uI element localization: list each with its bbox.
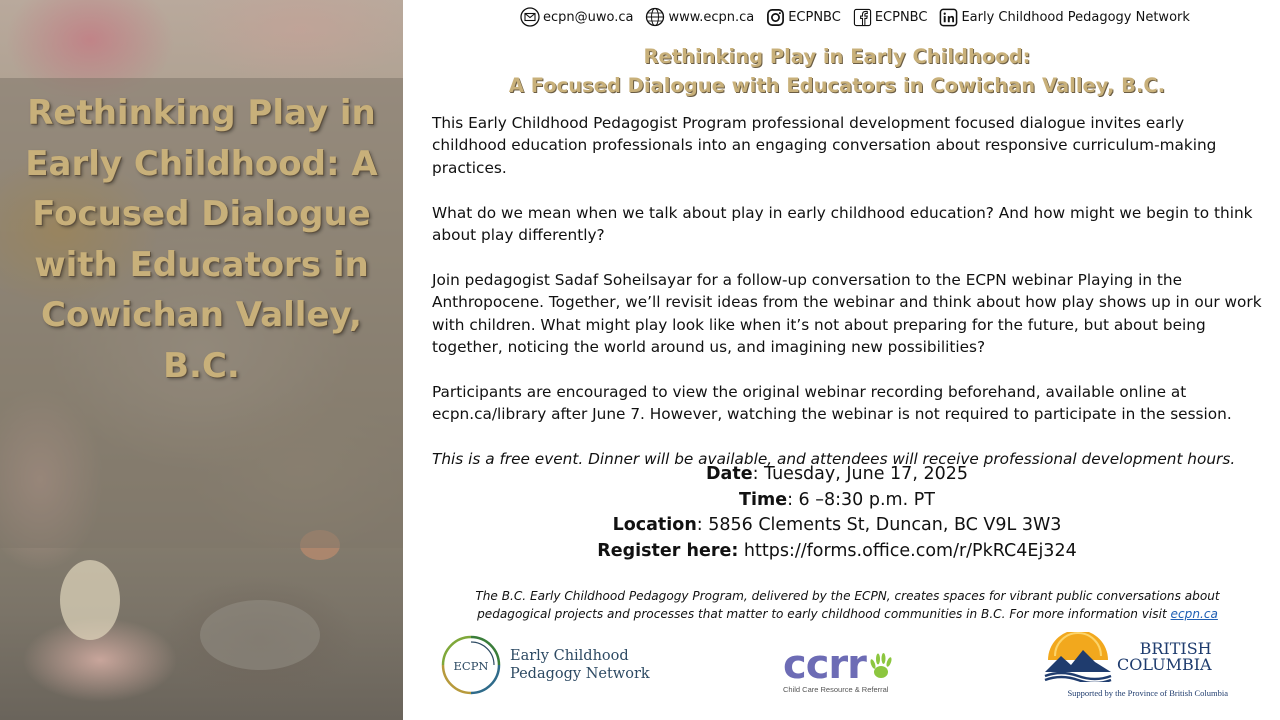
ecpn-line-1: Early Childhood xyxy=(510,648,629,664)
paragraph-join: Join pedagogist Sadaf Soheilsayar for a follow-up conversation to the ECPN webinar Playing in the Anthropocene. Together, we’ll revisit ideas from the webinar and think about how play shows up in our work with children. What might play look like when it’s not about preparing for the future, but about being together, noticing the world around us, and imagining new possibilities? xyxy=(432,270,1262,357)
globe-icon xyxy=(645,7,665,27)
bc-logo xyxy=(1043,632,1228,698)
paragraph-question: What do we mean when we talk about play in early childhood education? And how might we begin to think about play differently? xyxy=(432,203,1253,245)
photo-stone xyxy=(60,560,120,640)
bc-line-1: BRITISH xyxy=(1139,639,1212,658)
bc-subtitle: Supported by the Province of British Columbia xyxy=(1067,688,1228,698)
instagram-icon xyxy=(766,8,785,27)
contact-linkedin[interactable] xyxy=(939,8,1189,27)
bc-line-2: COLUMBIA xyxy=(1117,655,1212,674)
ccrr-subtitle: Child Care Resource & Referral xyxy=(783,685,889,694)
email-text: ecpn@uwo.ca xyxy=(543,9,634,25)
photo-mud xyxy=(200,600,320,670)
bc-wordmark xyxy=(1117,641,1212,673)
contact-facebook[interactable] xyxy=(853,8,928,27)
bc-sun-mountains-icon xyxy=(1043,632,1113,682)
ecpn-wordmark xyxy=(510,647,650,683)
hand-icon xyxy=(868,652,894,682)
facebook-text: ECPNBC xyxy=(874,9,928,25)
footer-link[interactable]: ecpn.ca xyxy=(1170,607,1218,621)
paragraph-participants: Participants are encouraged to view the original webinar recording beforehand, available online at ecpn.ca/library after June 7. However, watching the webinar is not required to participate in the session. xyxy=(432,382,1232,424)
ccrr-logo xyxy=(783,642,894,694)
ecpn-line-2: Pedagogy Network xyxy=(510,666,650,682)
date-value: : Tuesday, June 17, 2025 xyxy=(752,464,968,484)
contact-email[interactable] xyxy=(520,7,633,27)
event-register xyxy=(432,539,1242,565)
linkedin-text: Early Childhood Pedagogy Network xyxy=(961,9,1190,25)
website-text: www.ecpn.ca xyxy=(668,9,755,25)
ccrr-wordmark: ccrr xyxy=(783,642,866,688)
paragraph-free-event: This is a free event. Dinner will be available, and attendees will receive professional development hours. xyxy=(432,450,1236,469)
facebook-icon xyxy=(853,8,872,27)
contact-instagram[interactable] xyxy=(766,8,841,27)
contact-bar xyxy=(520,6,1190,28)
ecpn-badge-text: ECPN xyxy=(453,659,489,673)
location-value: : 5856 Clements St, Duncan, BC V9L 3W3 xyxy=(696,515,1062,536)
linkedin-icon xyxy=(939,8,958,27)
email-icon xyxy=(520,7,540,27)
location-label: Location xyxy=(612,515,697,536)
event-location xyxy=(432,513,1242,539)
hero-title: Rethinking Play in Early Childhood: A Focused Dialogue with Educators in Cowichan Valley, B.C. xyxy=(25,93,378,386)
register-link[interactable]: https://forms.office.com/r/PkRC4Ej324 xyxy=(738,540,1077,561)
date-label: Date xyxy=(706,464,753,484)
event-details xyxy=(432,462,1242,564)
ecpn-badge-icon xyxy=(440,634,502,696)
instagram-text: ECPNBC xyxy=(788,9,841,25)
hero-photo xyxy=(0,0,403,720)
title-line-1: Rethinking Play in Early Childhood: xyxy=(643,45,1031,68)
paragraph-intro: This Early Childhood Pedagogist Program professional development focused dialogue invites early childhood education professionals into an engaging conversation about responsive curriculum-making practices. xyxy=(432,114,1217,177)
time-value: : 6 –8:30 p.m. PT xyxy=(787,489,935,510)
register-label: Register here: xyxy=(597,540,739,561)
footer-note xyxy=(440,587,1255,623)
ecpn-logo xyxy=(440,634,650,696)
page-title xyxy=(432,42,1242,100)
contact-website[interactable] xyxy=(645,7,754,27)
title-line-2: A Focused Dialogue with Educators in Cowichan Valley, B.C. xyxy=(508,74,1166,97)
event-date xyxy=(432,462,1242,488)
event-time xyxy=(432,488,1242,514)
footer-text: The B.C. Early Childhood Pedagogy Program, delivered by the ECPN, creates spaces for vibrant public conversations about pedagogical projects and processes that matter to early childhood communities in B.C. For more information visit xyxy=(475,589,1220,621)
description xyxy=(432,112,1262,470)
time-label: Time xyxy=(739,489,788,510)
